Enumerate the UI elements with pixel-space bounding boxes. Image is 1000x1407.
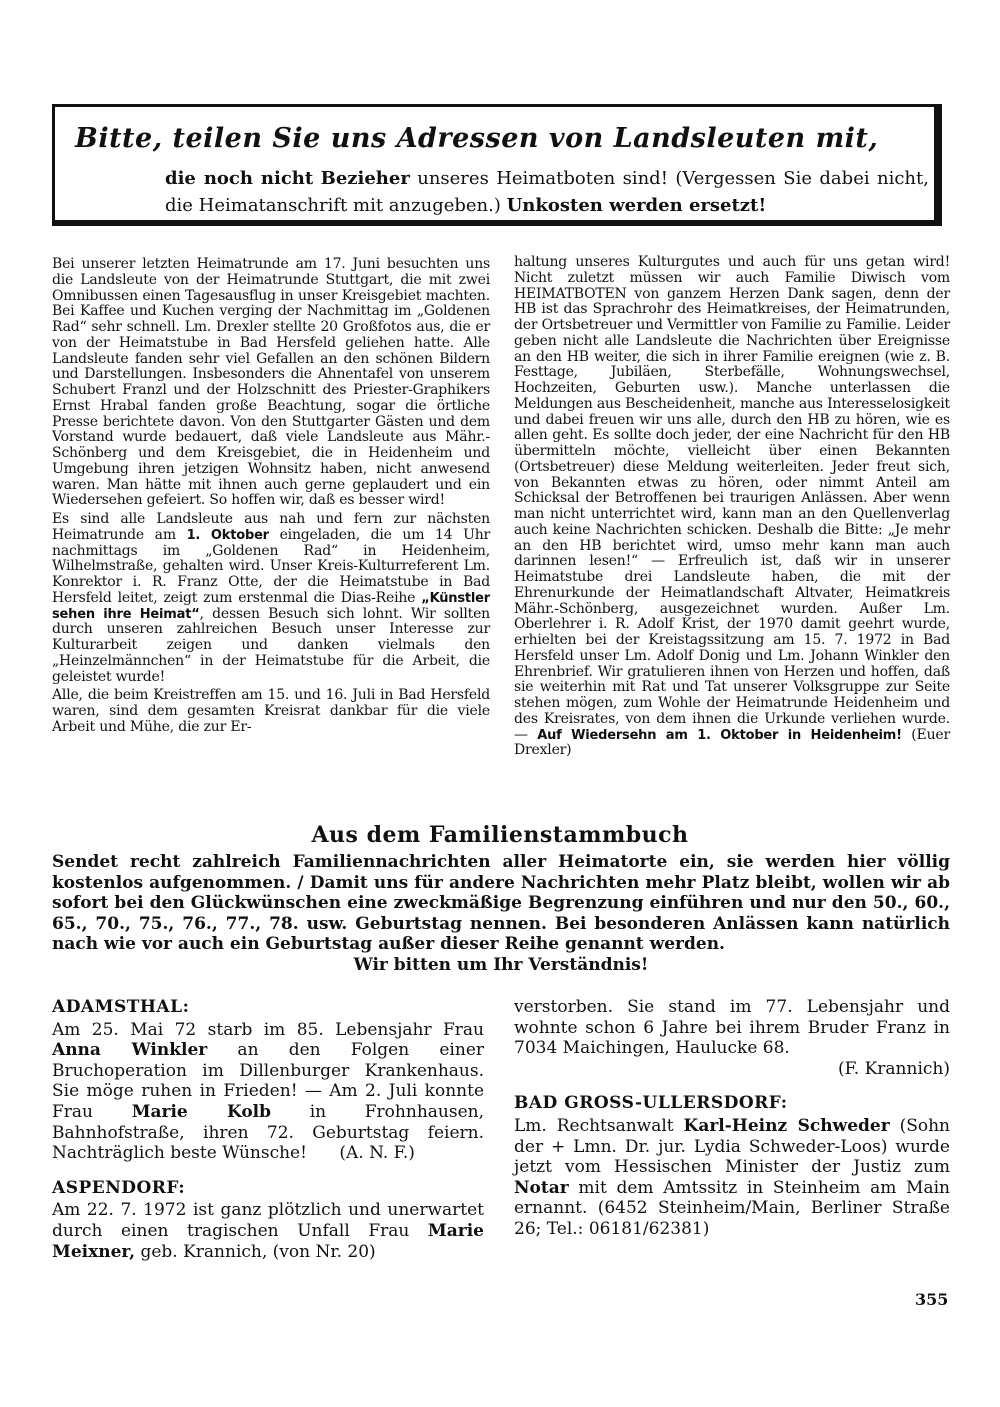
spacer xyxy=(514,1079,950,1093)
ullersdorf-c: (Sohn der + Lmn. Dr. jur. Lydia Schweder-Loos) wurde jetzt vom Hessischen Minister der Justiz zum xyxy=(514,1115,950,1178)
entry-aspendorf xyxy=(52,1200,484,1262)
family-right-column xyxy=(514,997,950,1240)
adamsthal-a: Am 25. Mai 72 starb im 85. Lebensjahr Frau xyxy=(52,1019,484,1040)
place-heading-ullersdorf: BAD GROSS-ULLERSDORF: xyxy=(514,1093,788,1114)
aspendorf-a: Am 22. 7. 1972 ist ganz plötzlich und unerwartet durch einen tragischen Unfall Frau xyxy=(52,1200,484,1241)
notice-text-3: unseres Heimatboten sind! (Vergessen Sie dabei nicht, die Heimatanschrift mit anzugeben.) xyxy=(165,168,929,216)
family-intro xyxy=(52,852,950,975)
left-p2-e: , dessen Besuch sich lohnt. Wir sollten durch unseren zahlreichen Besuch unser Interesse zur Kulturarbeit zeigen und danken vielmals den „Heinzelmännchen“ in der Heimatstube für die Arbeit, die geleistet wurde! xyxy=(52,605,490,685)
left-p2-c: eingeladen, die um 14 Uhr nachmittags im „Goldenen Rad“ in Heidenheim, Wilhelmstraße, gehalten wird. Unser Kreis-Kulturreferent Lm. Konrektor i. R. Franz Otte, der die Heimatstube in Bad Hersfeld leitet, zeigt zum erstenmal die Dias-Reihe xyxy=(52,526,490,606)
spacer xyxy=(52,1164,484,1178)
aspendorf-c: geb. Krannich, (von Nr. 20) xyxy=(135,1241,376,1262)
notice-text-1: die noch nicht xyxy=(165,168,314,189)
family-left-column xyxy=(52,997,484,1262)
left-p2-a: Es sind alle Landsleute aus nah und fern zur nächsten Heimatrunde am xyxy=(52,511,490,543)
family-section-title: Aus dem Familienstammbuch xyxy=(311,822,689,848)
place-heading-adamsthal: ADAMSTHAL: xyxy=(52,997,190,1017)
adamsthal-c: an den Folgen einer Bruchoperation im Dillenburger Krankenhaus. Sie möge ruhen in Frieden! — Am 2. Juli konnte Frau xyxy=(52,1040,485,1122)
ullersdorf-e: mit dem Amtssitz in Steinheim am Main ernannt. (6452 Steinheim/Main, Berliner Straße 26; Tel.: 06181/62381) xyxy=(514,1177,950,1239)
ullersdorf-a: Lm. Rechtsanwalt xyxy=(514,1115,684,1136)
ullersdorf-title: Notar xyxy=(514,1177,569,1198)
place-heading-aspendorf: ASPENDORF: xyxy=(52,1177,186,1198)
newsletter-left-column xyxy=(52,257,490,736)
adamsthal-e: in Frohnhausen, Bahnhofstraße, ihren 72. Geburtstag feiern. Nachträglich beste Wünsche! xyxy=(52,1101,484,1164)
aspendorf-signature: (F. Krannich) xyxy=(838,1058,950,1079)
newsletter-right-column xyxy=(514,255,950,759)
entry-adamsthal xyxy=(52,1020,484,1164)
address-request-notice xyxy=(52,104,942,226)
adamsthal-name-2: Marie Kolb xyxy=(131,1101,272,1122)
aspendorf-name: Marie Meixner, xyxy=(52,1220,484,1262)
left-paragraph-2 xyxy=(52,512,490,685)
family-intro-text: Sendet recht zahlreich Familiennachrichten aller Heimatorte ein, sie werden hier völlig kostenlos aufgenommen. / Damit uns für andere Nachrichten mehr Platz bleibt, wollen wir ab sofort bei den Glückwünschen eine zweckmäßige Begrenzung einführen und nur den 50., 60., 65., 70., 75., 76., 77., 78. usw. Geburtstag nennen. Bei besonderen Anlässen kann natürlich nach wie vor auch ein Geburtstag außer dieser Reihe genannt werden. xyxy=(52,852,950,954)
notice-text-2: Bezieher xyxy=(320,168,410,189)
right-p1-farewell: Auf Wiedersehn am 1. Oktober in Heidenheim! xyxy=(537,727,902,743)
adamsthal-name-1: Anna Winkler xyxy=(52,1040,208,1061)
left-paragraph-1: Bei unserer letzten Heimatrunde am 17. Juni besuchten uns die Landsleute von der Heimatrunde Stuttgart, die mit zwei Omnibussen einen Tagesausflug in unser Kreisgebiet machten. Bei Kaffee und Kuchen verging der Nachmittag im „Goldenen Rad“ sehr schnell. Lm. Drexler stellte 20 Großfotos aus, die er von der Heimatstube in Bad Hersfeld geliehen hatte. Alle Landsleute fanden sehr viel Gefallen an den schönen Bildern und Darstellungen. Insbesonders die Ahnentafel von unserem Schubert Franzl und der Holzschnitt des Priester-Graphikers Ernst Hrabal fanden große Beachtung, sogar die örtliche Presse berichtete davon. Von den Stuttgarter Gästen und dem Vorstand wurde bedauert, daß viele Landsleute aus Mähr.-Schönberg und dem Kreisgebiet, die in Heidenheim und Umgebung ihren jetzigen Wohnsitz haben, nicht anwesend waren. Man hätte mit ihnen auch gerne geplaudert und ein Wiedersehen gefeiert. So hoffen wir, daß es besser wird! xyxy=(52,256,490,509)
page-number: 355 xyxy=(915,1290,949,1309)
adamsthal-signature: (A. N. F.) xyxy=(339,1143,415,1164)
right-paragraph-1 xyxy=(514,255,950,759)
left-paragraph-3: Alle, die beim Kreistreffen am 15. und 16. Juli in Bad Hersfeld waren, sind dem gesamten Kreisrat dankbar für die viele Arbeit und Mühe, die zur Er- xyxy=(52,687,490,735)
right-p1-signature: (Euer Drexler) xyxy=(514,726,950,759)
right-p1-a: haltung unseres Kulturgutes und auch für uns getan wird! Nicht zuletzt müssen wir auch Familie Diwisch vom HEIMATBOTEN von ganzem Herzen Dank sagen, denn der HB ist das Sprachrohr des Heimatkreises, der Heimatrunden, der Ortsbetreuer und Vermittler von Familie zu Familie. Leider geben nicht alle Landsleute die Nachrichten über Ereignisse an den HB weiter, die sich in ihrer Familie ereignen (wie z. B. Festtage, Jubiläen, Sterbefälle, Wohnungswechsel, Hochzeiten, Geburten usw.). Manche unterlassen die Meldungen aus Bescheidenheit, manche aus Interesselosigkeit und dabei freuen wir uns alle, durch den HB zu hören, wie es allen geht. Es sollte doch jeder, der eine Nachricht für den HB übermitteln möchte, vielleicht über einen Bekannten (Ortsbetreuer) diese Meldung weiterleiten. Jeder freut sich, von Bekannten etwas zu hören, oder nimmt Anteil am Schicksal der Betroffenen bei traurigen Anlässen. Aber wenn man nicht unterrichtet wird, kann man an den Quellenverlag auch keine Nachrichten schicken. Deshalb die Bitte: „Je mehr an den HB berichtet wird, umso mehr kann man auch darinnen lesen!“ — Erfreulich ist, daß wir in unserer Heimatstube drei Landsleute haben, die mit der Ehrenurkunde der Heimatlandschaft Altvater, Heimatkreis Mähr.-Schönberg, ausgezeichnet wurden. Außer Lm. Oberlehrer i. R. Adolf Krist, der 1970 damit geehrt wurde, erhielten bei der Kreistagssitzung am 15. 7. 1972 in Bad Hersfeld unser Lm. Adolf Donig und Lm. Johann Winkler den Ehrenbrief. Wir gratulieren ihnen von Herzen und hoffen, daß sie weiterhin mit Rat und Tat unserer Volksgruppe zur Seite stehen mögen, zum Wohle der Heimatrunde Heidenheim und des Kreisrates, von dem ihnen die Urkunde verliehen wurde. — xyxy=(514,254,950,743)
entry-ullersdorf xyxy=(514,1116,950,1240)
notice-text-4: Unkosten werden ersetzt! xyxy=(506,195,767,216)
left-p2-series: „Künstler sehen ihre Heimat“ xyxy=(52,590,490,622)
family-intro-last: Wir bitten um Ihr Verständnis! xyxy=(353,954,649,975)
notice-text xyxy=(165,165,929,219)
ullersdorf-name: Karl-Heinz Schweder xyxy=(683,1115,890,1136)
entry-aspendorf-continued: verstorben. Sie stand im 77. Lebensjahr und wohnte schon 6 Jahre bei ihrem Bruder Franz in 7034 Maichingen, Haulucke 68. xyxy=(514,997,950,1059)
notice-title: Bitte, teilen Sie uns Adressen von Landsleuten mit, xyxy=(75,123,879,154)
left-p2-date: 1. Oktober xyxy=(186,527,269,543)
